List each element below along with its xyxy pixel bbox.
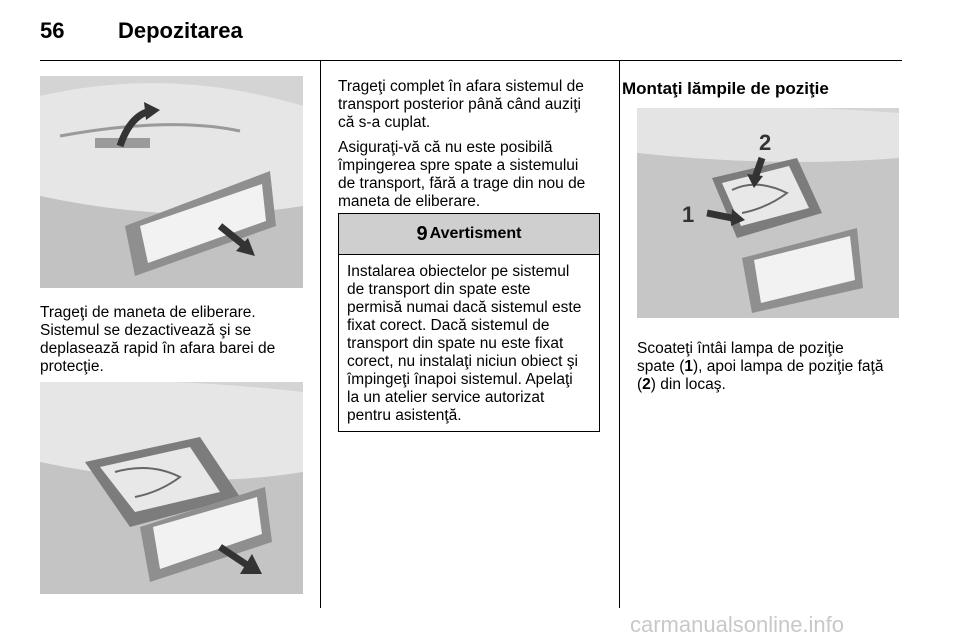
illustration-release-lever xyxy=(40,76,303,288)
illustration-position-lamps xyxy=(637,108,899,318)
lamp-removal-caption xyxy=(637,340,883,394)
warning-icon: 9 xyxy=(416,222,428,245)
text-line: transport din spate nu este fixat xyxy=(347,335,564,352)
text-line: protecţie. xyxy=(40,358,104,375)
page-number: 56 xyxy=(40,18,65,43)
text-line: Asiguraţi-vă că nu este posibilă xyxy=(338,139,553,156)
figure-label-1: 1 xyxy=(682,202,695,227)
text-run: ), apoi lampa de poziţie faţă xyxy=(693,358,884,375)
pull-out-paragraph xyxy=(338,78,584,132)
text-line: la un atelier service autorizat xyxy=(347,389,545,406)
illustration-carrier-extended xyxy=(40,382,303,594)
section-title: Montaţi lămpile de poziţie xyxy=(622,79,829,98)
text-line: că s-a cuplat. xyxy=(338,114,431,131)
text-line: transport posterior până când auziţi xyxy=(338,96,581,113)
column-divider-1 xyxy=(320,60,321,608)
text-line: fixat corect. Dacă sistemul de xyxy=(347,317,550,334)
text-line: Instalarea obiectelor pe sistemul xyxy=(347,263,570,280)
warning-box xyxy=(338,213,600,432)
text-line: de transport, fără a trage din nou de xyxy=(338,175,586,192)
text-line: împingeţi înapoi sistemul. Apelaţi xyxy=(347,371,573,388)
watermark: carmanualsonline.info xyxy=(630,612,845,637)
text-line xyxy=(637,376,883,394)
warning-title: Avertisment xyxy=(429,225,522,242)
header-rule xyxy=(40,60,902,61)
text-line: împingerea spre spate a sistemului xyxy=(338,157,579,174)
text-line: deplasează rapid în afara barei de xyxy=(40,340,276,357)
text-line: Sistemul se dezactivează şi se xyxy=(40,322,252,339)
page-title: Depozitarea xyxy=(118,18,243,43)
warning-header xyxy=(339,214,599,255)
text-line: permisă numai dacă sistemul este xyxy=(347,299,582,316)
text-line: Trageţi complet în afara sistemul de xyxy=(338,78,584,95)
text-run: ( xyxy=(637,376,643,393)
text-line: Trageţi de maneta de eliberare. xyxy=(40,304,256,321)
figure-label-2: 2 xyxy=(759,130,772,155)
text-line: pentru asistenţă. xyxy=(347,407,462,424)
warning-text xyxy=(339,255,599,425)
reference-number: 2 xyxy=(642,376,651,393)
text-run: spate ( xyxy=(637,358,685,375)
text-run: ) din locaş. xyxy=(650,376,726,393)
text-line xyxy=(637,358,883,376)
text-line: Scoateţi întâi lampa de poziţie xyxy=(637,340,844,357)
release-lever-paragraph xyxy=(40,304,275,376)
text-line: de transport din spate este xyxy=(347,281,531,298)
text-line: maneta de eliberare. xyxy=(338,193,481,210)
column-divider-2 xyxy=(619,60,620,608)
text-line: corect, nu instalaţi niciun obiect şi xyxy=(347,353,578,370)
ensure-locked-paragraph xyxy=(338,139,585,211)
reference-number: 1 xyxy=(684,358,694,375)
